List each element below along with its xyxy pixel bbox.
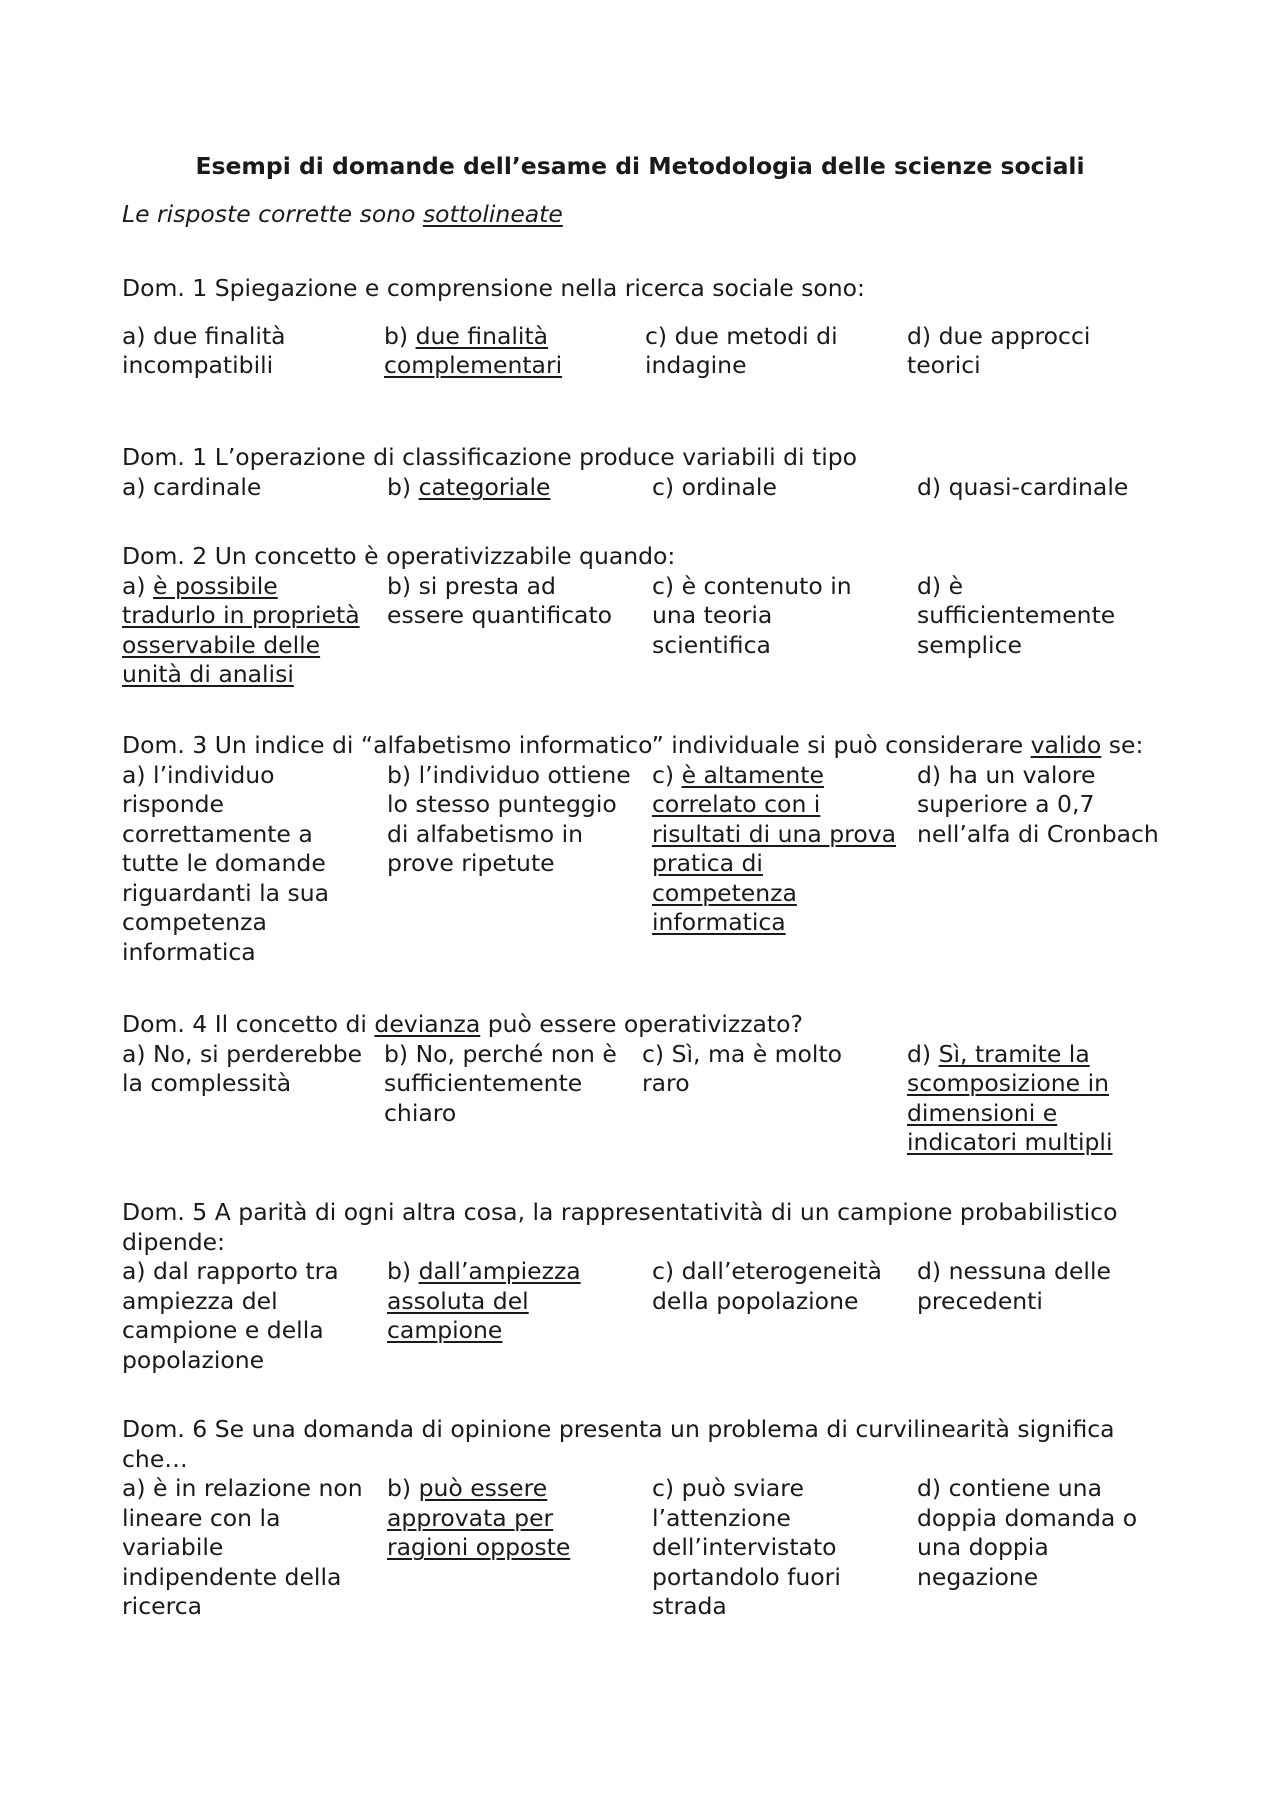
option-text: può sviare l’attenzione dell’intervistato portandolo fuori strada [652,1474,841,1620]
option-letter: c) [652,472,682,501]
option-text: ordinale [681,472,777,501]
option-text: è contenuto in una teoria scientifica [652,571,852,659]
option-text: contiene una doppia domanda o una doppia negazione [917,1474,1138,1591]
option-text: Sì, ma è molto raro [642,1039,843,1097]
option-letter: b) [384,1039,416,1068]
option-b [387,1257,607,1346]
stem-text: può essere operativizzato? [480,1010,804,1038]
question-stem [122,731,1182,761]
page-title: Esempi di domande dell’esame di Metodologia delle scienze sociali [195,152,1085,180]
option-letter: a) [122,1039,154,1068]
option-letter: c) [642,1039,672,1068]
option-c [652,572,877,661]
option-text: è sufficientemente semplice [917,571,1116,659]
option-letter: b) [387,760,419,789]
option-letter: d) [907,321,939,350]
option-a [122,1474,377,1622]
option-text-correct: può essere approvata per ragioni opposte [387,1474,571,1561]
option-text: dal rapporto tra ampiezza del campione e della popolazione [122,1257,339,1374]
question-stem [122,1010,1182,1040]
option-letter: d) [907,1039,939,1068]
question-1 [122,274,1182,379]
question-6 [122,1415,1182,1620]
option-text: No, si perderebbe la complessità [122,1039,363,1097]
option-text: l’individuo ottiene lo stesso punteggio di alfabetismo in prove ripetute [387,760,631,877]
option-letter: b) [387,571,419,600]
option-letter: a) [122,472,154,501]
option-d [907,322,1162,381]
option-c [652,1474,872,1622]
option-d [907,1040,1137,1158]
subtitle-underlined: sottolineate [422,200,563,228]
option-d [917,1257,1137,1316]
option-text: nessuna delle precedenti [917,1257,1111,1315]
question-stem: Dom. 1 L’operazione di classificazione produce variabili di tipo [122,443,858,471]
stem-text: Dom. 3 Un indice di “alfabetismo informatico” individuale si può considerare [122,731,1031,759]
option-letter: c) [645,321,675,350]
question-4 [122,1010,1182,1156]
option-letter: c) [652,1474,682,1502]
option-letter: c) [652,1257,682,1285]
option-letter: a) [122,760,154,789]
option-letter: d) [917,472,949,501]
stem-text: Dom. 4 Il concetto di [122,1010,375,1038]
option-a [122,572,377,690]
stem-keyword: valido [1030,731,1102,759]
option-a [122,473,377,503]
option-letter: d) [917,571,949,600]
option-b [387,473,642,503]
subtitle-prefix: Le risposte corrette sono [122,200,423,228]
question-5 [122,1198,1182,1374]
option-c [645,322,900,381]
option-text: l’individuo risponde correttamente a tutte le domande riguardanti la sua competenza informatica [122,760,330,966]
option-letter: b) [387,1257,419,1285]
option-letter: b) [387,1474,419,1502]
option-a [122,1040,377,1099]
option-letter: d) [917,760,949,789]
stem-keyword: devianza [374,1010,481,1038]
option-text-correct: è possibile tradurlo in proprietà osservabile delle unità di analisi [122,571,360,688]
option-text: ha un valore superiore a 0,7 nell’alfa di Cronbach [917,760,1159,848]
option-d [917,761,1179,850]
option-text: due metodi di indagine [645,321,838,379]
question-stem: Dom. 6 Se una domanda di opinione presenta un problema di curvilinearità significa che… [122,1415,1115,1473]
option-letter: c) [652,760,682,789]
option-text-correct: categoriale [418,472,551,501]
option-d [917,572,1137,661]
option-c [652,473,907,503]
option-d [917,473,1172,503]
option-a [122,1257,362,1375]
option-c [642,1040,867,1099]
option-b [387,572,632,631]
subtitle [122,200,563,230]
stem-text: se: [1101,731,1144,759]
option-b [387,761,645,879]
option-letter: d) [917,1474,949,1502]
option-letter: a) [122,1257,154,1285]
option-text: dall’eterogeneità della popolazione [652,1257,882,1315]
option-text-correct: è altamente correlato con i risultati di una prova pratica di competenza informatica [652,760,897,936]
question-stem: Dom. 5 A parità di ogni altra cosa, la rappresentatività di un campione probabilistico dipende: [122,1198,1118,1256]
option-letter: d) [917,1257,949,1285]
question-2 [122,542,1182,688]
option-letter: b) [384,321,416,350]
option-text: No, perché non è sufficientemente chiaro [384,1039,617,1127]
option-c [652,761,914,938]
option-c [652,1257,902,1316]
option-a [122,761,357,968]
option-b [387,1474,607,1563]
option-text: due finalità incompatibili [122,321,286,379]
option-a [122,322,377,381]
option-letter: a) [122,1474,154,1502]
option-text-correct: Sì, tramite la scomposizione in dimensioni e indicatori multipli [907,1039,1113,1156]
option-letter: c) [652,571,682,600]
question-stem: Dom. 1 Spiegazione e comprensione nella ricerca sociale sono: [122,274,865,302]
option-text: cardinale [153,472,262,501]
question-1b [122,443,1182,501]
option-text: quasi-cardinale [948,472,1129,501]
option-d [917,1474,1157,1592]
option-text-correct: dall’ampiezza assoluta del campione [387,1257,581,1344]
option-text: si presta ad essere quantificato [387,571,613,629]
option-text-correct: due finalità complementari [384,321,563,379]
option-b [384,1040,636,1129]
option-letter: a) [122,321,154,350]
option-text: è in relazione non lineare con la variabile indipendente della ricerca [122,1474,363,1620]
option-text: due approcci teorici [907,321,1091,379]
option-b [384,322,639,381]
option-letter: b) [387,472,419,501]
option-letter: a) [122,571,154,600]
question-stem: Dom. 2 Un concetto è operativizzabile quando: [122,542,676,570]
question-3 [122,731,1182,966]
